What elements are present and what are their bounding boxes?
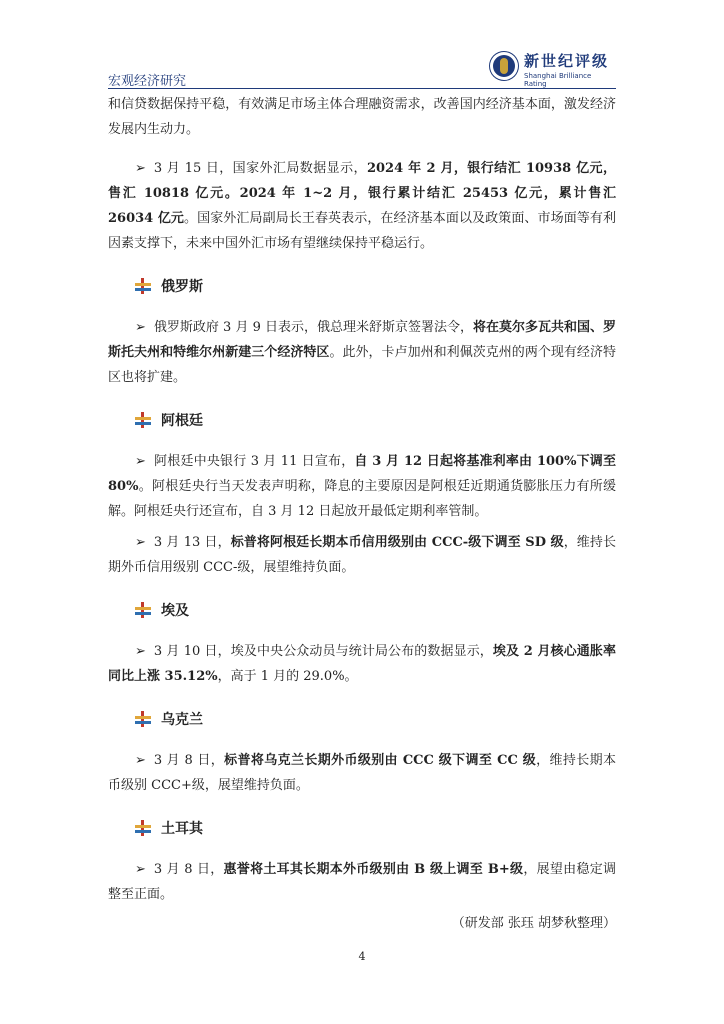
section-title: 埃及 — [161, 602, 189, 619]
logo-emblem-icon — [490, 52, 518, 80]
arrow-bullet-icon: ➢ — [135, 862, 146, 877]
page-number: 4 — [358, 950, 366, 963]
turkey-paragraph: ➢ 3 月 8 日，惠誉将土耳其长期本外币级别由 B 级上调至 B+级，展望由稳定调整至正面。 — [108, 862, 616, 902]
logo-chinese-name: 新世纪评级 — [524, 52, 610, 70]
logo-english-name: Shanghai Brilliance Rating — [524, 72, 592, 88]
page-header — [108, 40, 616, 90]
russia-paragraph: ➢ 俄罗斯政府 3 月 9 日表示，俄总理米舒斯京签署法令，将在莫尔多瓦共和国、罗斯托夫州和特维尔州新建三个经济特区。此外，卡卢加州和利佩茨克州的两个现有经济特区也将扩建。 — [108, 320, 616, 385]
section-flag-icon — [135, 820, 151, 836]
header-divider — [108, 88, 616, 89]
argentina-paragraph-2: ➢ 3 月 13 日，标普将阿根廷长期本币信用级别由 CCC-级下调至 SD 级，维持长期外币信用级别 CCC-级，展望维持负面。 — [108, 535, 616, 575]
section-ukraine-heading — [135, 706, 616, 731]
egypt-paragraph: ➢ 3 月 10 日，埃及中央公众动员与统计局公布的数据显示，埃及 2 月核心通胀率同比上涨 35.12%，高于 1 月的 29.0%。 — [108, 644, 616, 684]
arrow-bullet-icon: ➢ — [135, 535, 146, 550]
arrow-bullet-icon: ➢ — [135, 320, 146, 335]
section-flag-icon — [135, 711, 151, 727]
section-flag-icon — [135, 278, 151, 294]
arrow-bullet-icon: ➢ — [135, 161, 146, 176]
argentina-paragraph-1: ➢ 阿根廷中央银行 3 月 11 日宣布，自 3 月 12 日起将基准利率由 100%下调至 80%。阿根廷央行当天发表声明称，降息的主要原因是阿根廷近期通货膨胀压力有所缓解。阿根廷央行还宣布，自 3 月 12 日起放开最低定期利率管制。 — [108, 454, 616, 519]
section-argentina-heading — [135, 407, 616, 432]
company-logo — [490, 48, 616, 86]
fx-paragraph: ➢ 3 月 15 日，国家外汇局数据显示，2024 年 2 月，银行结汇 10938 亿元，售汇 10818 亿元。2024 年 1~2 月，银行累计结汇 25453 亿元，累计售汇 26034 亿元。国家外汇局副局长王春英表示，在经济基本面以及政策面、市场面等有利因素支撑下，未来中国外汇市场有望继续保持平稳运行。 — [108, 161, 616, 251]
section-egypt-heading — [135, 597, 616, 622]
section-turkey-heading — [135, 815, 616, 840]
document-body — [108, 92, 616, 907]
intro-paragraph: 和信贷数据保持平稳，有效满足市场主体合理融资需求，改善国内经济基本面，激发经济发展内生动力。 — [108, 97, 616, 137]
section-russia-heading — [135, 273, 616, 298]
section-title: 阿根廷 — [161, 412, 203, 429]
arrow-bullet-icon: ➢ — [135, 753, 146, 768]
editor-signature: （研发部 张珏 胡梦秋整理） — [451, 916, 616, 931]
section-flag-icon — [135, 412, 151, 428]
ukraine-paragraph: ➢ 3 月 8 日，标普将乌克兰长期外币级别由 CCC 级下调至 CC 级，维持长期本币级别 CCC+级，展望维持负面。 — [108, 753, 616, 793]
section-title: 土耳其 — [161, 820, 203, 837]
section-flag-icon — [135, 602, 151, 618]
section-title: 乌克兰 — [161, 711, 203, 728]
arrow-bullet-icon: ➢ — [135, 454, 146, 469]
section-title: 俄罗斯 — [161, 278, 203, 295]
arrow-bullet-icon: ➢ — [135, 644, 146, 659]
header-title: 宏观经济研究 — [108, 74, 187, 89]
